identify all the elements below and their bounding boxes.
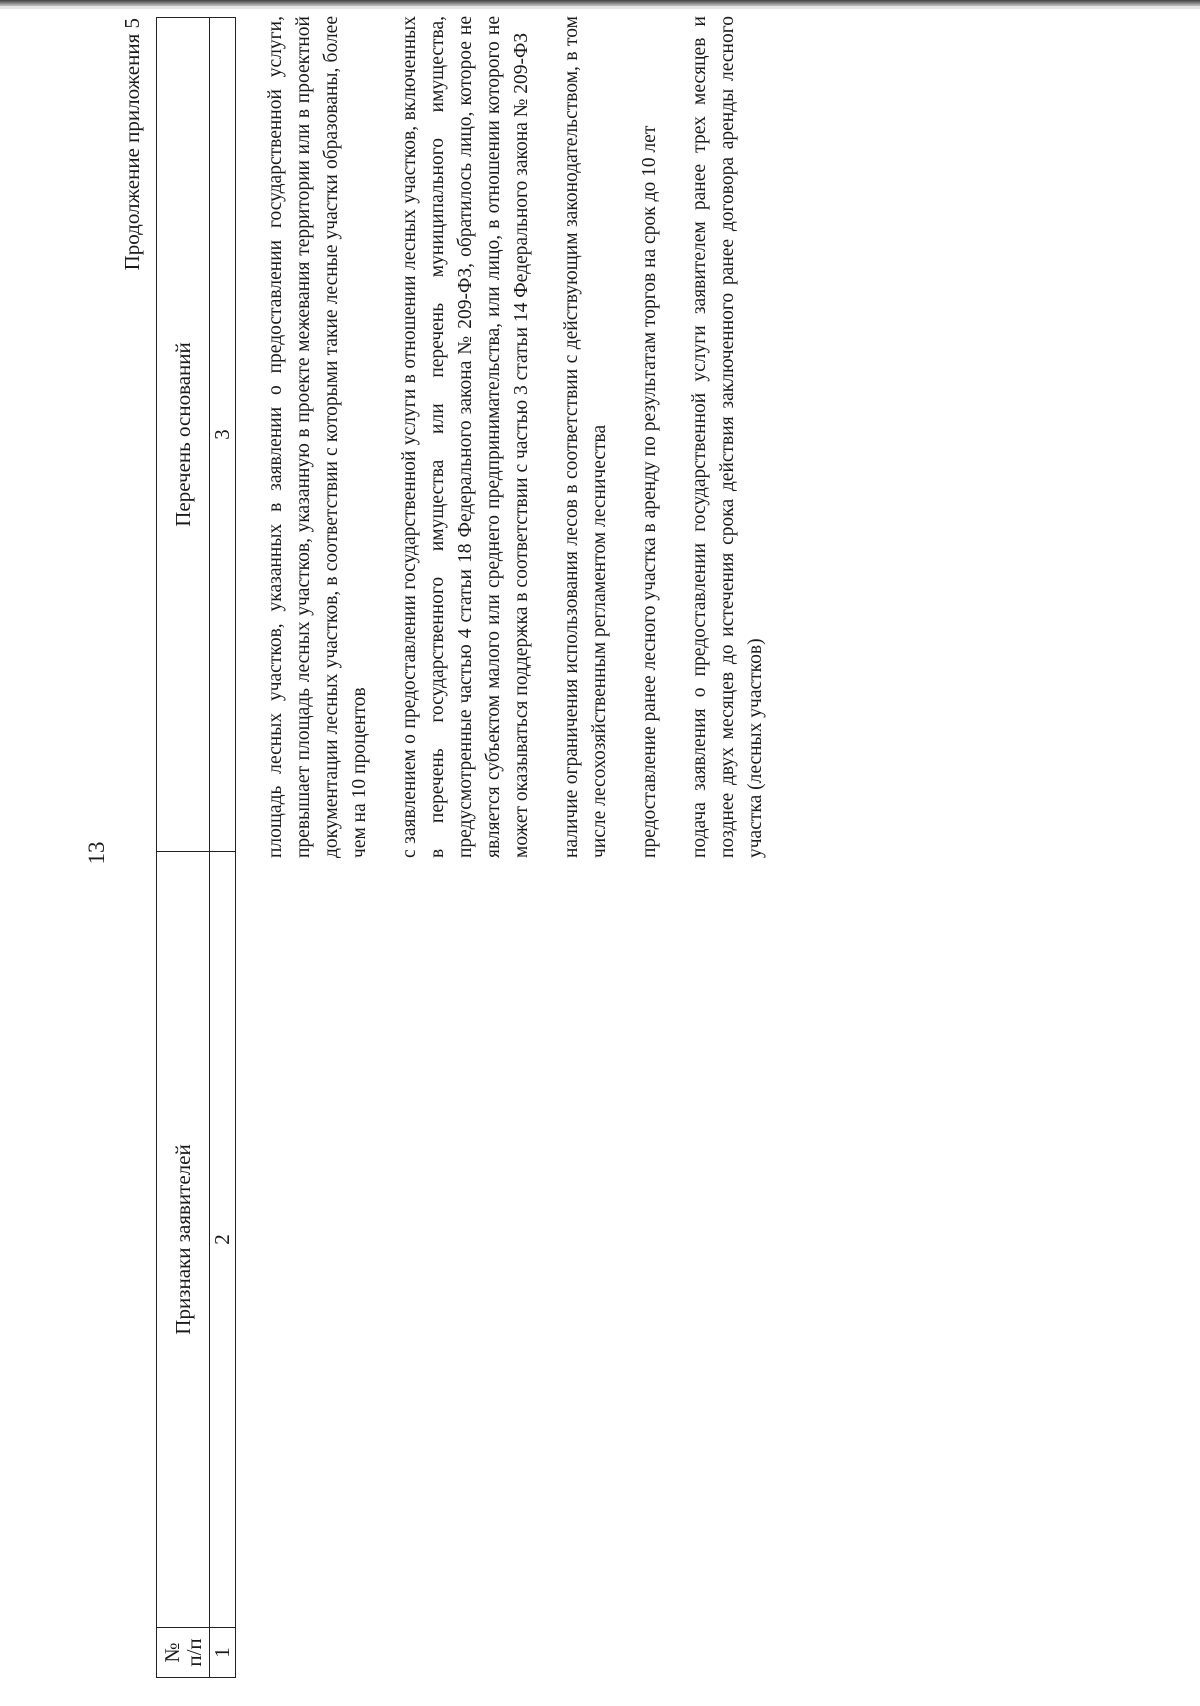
basis-paragraph: площадь лесных участков, указанных в заявлении о предоставлении государственной услуги, превышает площадь лесных участков, указанную в проекте межевания территории или в проектной документации лесных участков, в соответствии с которыми такие лесные участки образованы, более чем на 10 процентов xyxy=(265,16,370,858)
basis-paragraph: подача заявления о предоставлении государственной услуги заявителем ранее трех месяцев и позднее двух месяцев до истечения срока действия заключенного ранее договора аренды лесного участка (лесных участков) xyxy=(689,16,766,858)
column-number-1: 1 xyxy=(210,1628,236,1678)
header-number-line1: № xyxy=(160,1642,184,1663)
column-number-2: 2 xyxy=(210,852,236,1628)
table-header-row xyxy=(157,18,210,1678)
table-number-row xyxy=(210,18,236,1678)
basis-table xyxy=(156,17,236,1678)
column-number-3: 3 xyxy=(210,18,236,852)
basis-paragraph: с заявлением о предоставлении государственной услуги в отношении лесных участков, включенных в перечень государственного имущества или перечень муниципального имущества, предусмотренные частью 4 статьи 18 Федерального закона № 209-ФЗ, обратилось лицо, которое не является субъектом малого или среднего предпринимательства, или лицо, в отношении которого не может оказываться поддержка в соответствии с частью 3 статьи 14 Федерального закона № 209-ФЗ xyxy=(399,16,532,858)
header-applicant-features: Признаки заявителей xyxy=(157,852,210,1628)
basis-paragraph: наличие ограничения использования лесов в соответствии с действующим законодательством, в том числе лесохозяйственным регламентом лесничества xyxy=(561,16,610,858)
basis-paragraph: предоставление ранее лесного участка в аренду по результатам торгов на срок до 10 лет xyxy=(639,125,660,858)
header-basis-list: Перечень оснований xyxy=(157,18,210,852)
header-number xyxy=(157,1628,210,1678)
basis-text xyxy=(262,16,792,858)
page-number: 13 xyxy=(84,841,109,865)
continuation-label: Продолжение приложения 5 xyxy=(120,18,144,271)
header-number-line2: п/п xyxy=(182,1638,206,1667)
